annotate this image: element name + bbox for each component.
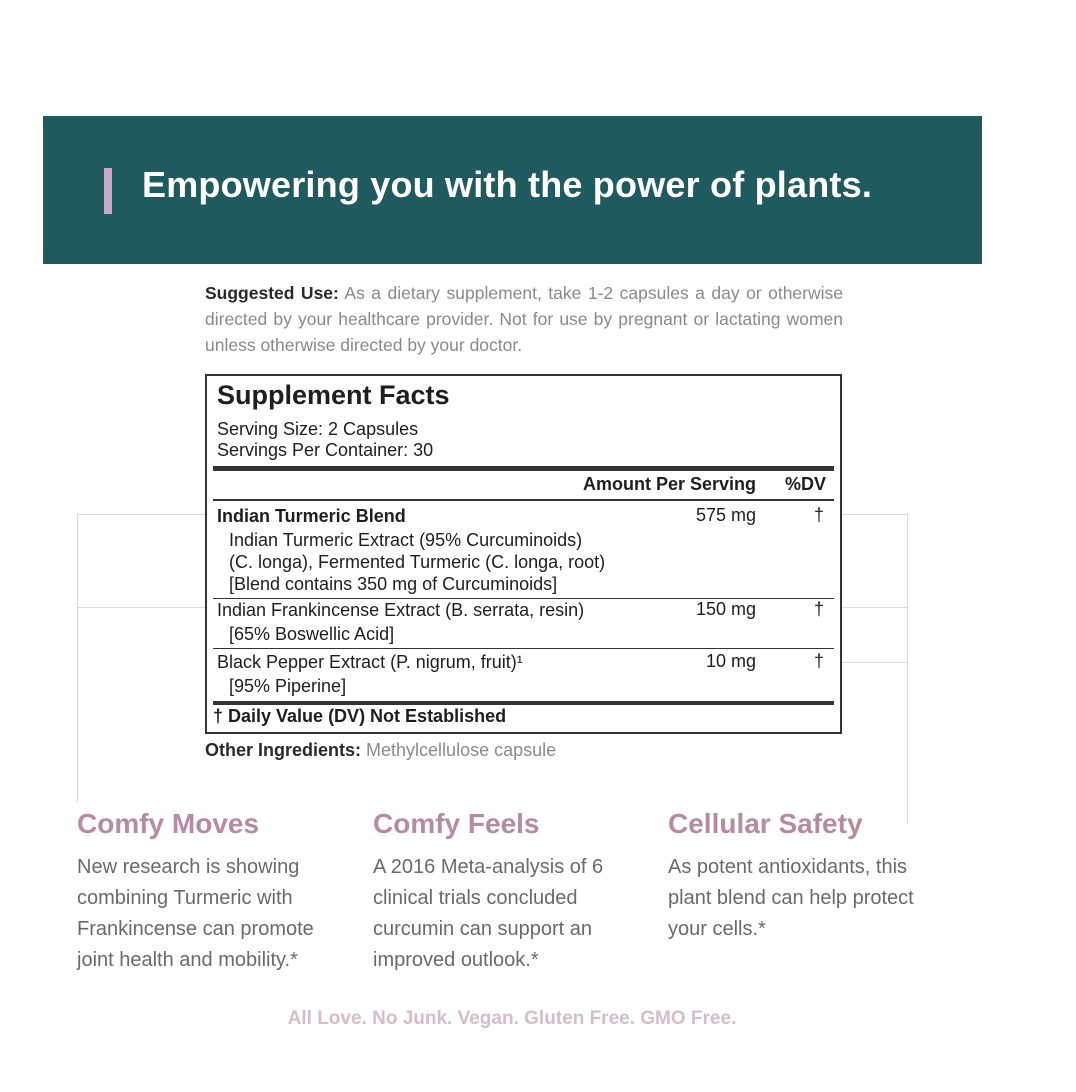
ingredient-dv: † bbox=[813, 599, 824, 619]
ingredient-amount: 10 mg bbox=[705, 651, 756, 671]
connector-line bbox=[77, 514, 205, 515]
ingredient-detail: [Blend contains 350 mg of Curcuminoids] bbox=[229, 574, 558, 594]
supplement-facts-title: Supplement Facts bbox=[217, 380, 450, 410]
divider bbox=[213, 648, 834, 649]
benefit-text-cellular-safety: As potent antioxidants, this plant blend can help protect your cells.* bbox=[668, 856, 914, 940]
tagline: All Love. No Junk. Vegan. Gluten Free. GMO Free. bbox=[287, 1008, 737, 1029]
connector-line bbox=[842, 662, 908, 663]
ingredient-detail: Indian Turmeric Extract (95% Curcuminoids) bbox=[229, 530, 583, 550]
connector-line bbox=[842, 514, 908, 515]
suggested-use-label: Suggested Use: bbox=[205, 283, 339, 303]
header-daily-value: %DV bbox=[784, 474, 826, 494]
connector-line bbox=[907, 514, 908, 824]
connector-line bbox=[842, 607, 908, 608]
ingredient-name: Black Pepper Extract (P. nigrum, fruit)¹ bbox=[217, 652, 523, 672]
ingredient-name: Indian Turmeric Blend bbox=[217, 506, 406, 526]
banner-accent-bar bbox=[104, 168, 112, 214]
suggested-use bbox=[205, 280, 843, 358]
ingredient-detail: [95% Piperine] bbox=[229, 676, 347, 696]
ingredient-dv: † bbox=[813, 505, 824, 525]
ingredient-dv: † bbox=[813, 651, 824, 671]
supplement-facts-panel bbox=[205, 374, 842, 734]
dv-footnote: † Daily Value (DV) Not Established bbox=[213, 706, 507, 726]
suggested-use-text: As a dietary supplement, take 1-2 capsules a day or otherwise directed by your healthcare provider. Not for use by pregnant or lactating women unless otherwise directed by your doctor. bbox=[205, 283, 844, 355]
ingredient-detail: [65% Boswellic Acid] bbox=[229, 624, 395, 644]
benefit-title-cellular-safety: Cellular Safety bbox=[668, 808, 863, 839]
connector-line bbox=[77, 607, 205, 608]
ingredient-amount: 575 mg bbox=[695, 505, 756, 525]
other-ingredients bbox=[205, 740, 556, 761]
other-ingredients-label: Other Ingredients: bbox=[205, 740, 362, 760]
header-amount-per-serving: Amount Per Serving bbox=[582, 474, 756, 494]
benefit-text-comfy-feels: A 2016 Meta-analysis of 6 clinical trials concluded curcumin can support an improved outlook.* bbox=[373, 856, 604, 971]
ingredient-amount: 150 mg bbox=[695, 599, 756, 619]
ingredient-detail: (C. longa), Fermented Turmeric (C. longa, root) bbox=[229, 552, 606, 572]
benefit-text-comfy-moves: New research is showing combining Turmeric with Frankincense can promote joint health and mobility.* bbox=[77, 856, 314, 971]
benefit-title-comfy-feels: Comfy Feels bbox=[373, 808, 540, 839]
divider bbox=[213, 499, 834, 501]
banner-title: Empowering you with the power of plants. bbox=[142, 164, 873, 205]
benefit-title-comfy-moves: Comfy Moves bbox=[77, 808, 260, 839]
thick-divider bbox=[213, 701, 834, 705]
ingredient-name: Indian Frankincense Extract (B. serrata, resin) bbox=[217, 600, 585, 620]
other-ingredients-text: Methylcellulose capsule bbox=[366, 740, 557, 760]
servings-per-container: Servings Per Container: 30 bbox=[217, 440, 434, 460]
serving-size: Serving Size: 2 Capsules bbox=[217, 419, 419, 439]
thick-divider bbox=[213, 466, 834, 471]
connector-line bbox=[77, 514, 78, 802]
